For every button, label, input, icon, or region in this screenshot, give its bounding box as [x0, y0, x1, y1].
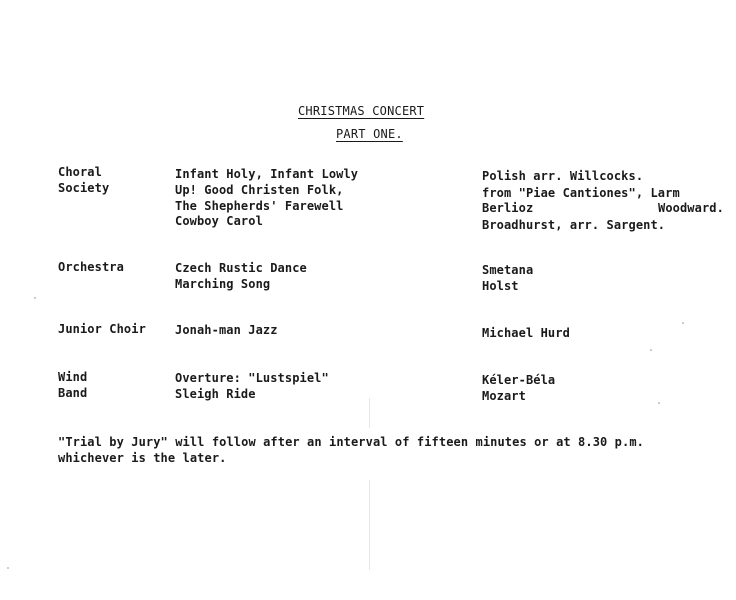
work-title: Marching Song: [175, 277, 271, 291]
performer-label: Wind: [58, 370, 88, 384]
work-title: Infant Holy, Infant Lowly: [175, 167, 359, 181]
scan-speck: [650, 349, 652, 351]
composer: Broadhurst, arr. Sargent.: [482, 218, 666, 232]
performer-label: Band: [58, 386, 88, 400]
work-title: Sleigh Ride: [175, 387, 256, 401]
composer: Mozart: [482, 389, 526, 403]
work-title: Jonah-man Jazz: [175, 323, 278, 337]
scan-speck: [34, 297, 36, 299]
composer-continuation: Woodward.: [658, 201, 724, 215]
composer: Polish arr. Willcocks.: [482, 169, 644, 183]
interval-note: "Trial by Jury" will follow after an interval of fifteen minutes or at 8.30 p.m.: [58, 435, 644, 449]
composer: Smetana: [482, 263, 534, 277]
scan-speck: [682, 322, 684, 324]
work-title: The Shepherds' Farewell: [175, 199, 344, 213]
performer-label: Junior Choir: [58, 322, 146, 336]
composer: from "Piae Cantiones", Larm: [482, 186, 680, 200]
scan-speck: [7, 567, 9, 569]
interval-note: whichever is the later.: [58, 451, 227, 465]
performer-label: Choral: [58, 165, 102, 179]
performer-label: Orchestra: [58, 260, 124, 274]
performer-label: Society: [58, 181, 110, 195]
scan-fold-line: [369, 480, 370, 570]
composer: Kéler-Béla: [482, 373, 556, 387]
document-subtitle: PART ONE.: [336, 127, 403, 141]
scan-fold-line: [369, 398, 370, 428]
composer: Michael Hurd: [482, 326, 570, 340]
work-title: Up! Good Christen Folk,: [175, 183, 344, 197]
work-title: Czech Rustic Dance: [175, 261, 307, 275]
document-title: CHRISTMAS CONCERT: [298, 104, 425, 118]
composer: Holst: [482, 279, 519, 293]
scan-speck: [658, 402, 660, 404]
work-title: Cowboy Carol: [175, 214, 263, 228]
composer: Berlioz: [482, 201, 534, 215]
work-title: Overture: "Lustspiel": [175, 371, 329, 385]
